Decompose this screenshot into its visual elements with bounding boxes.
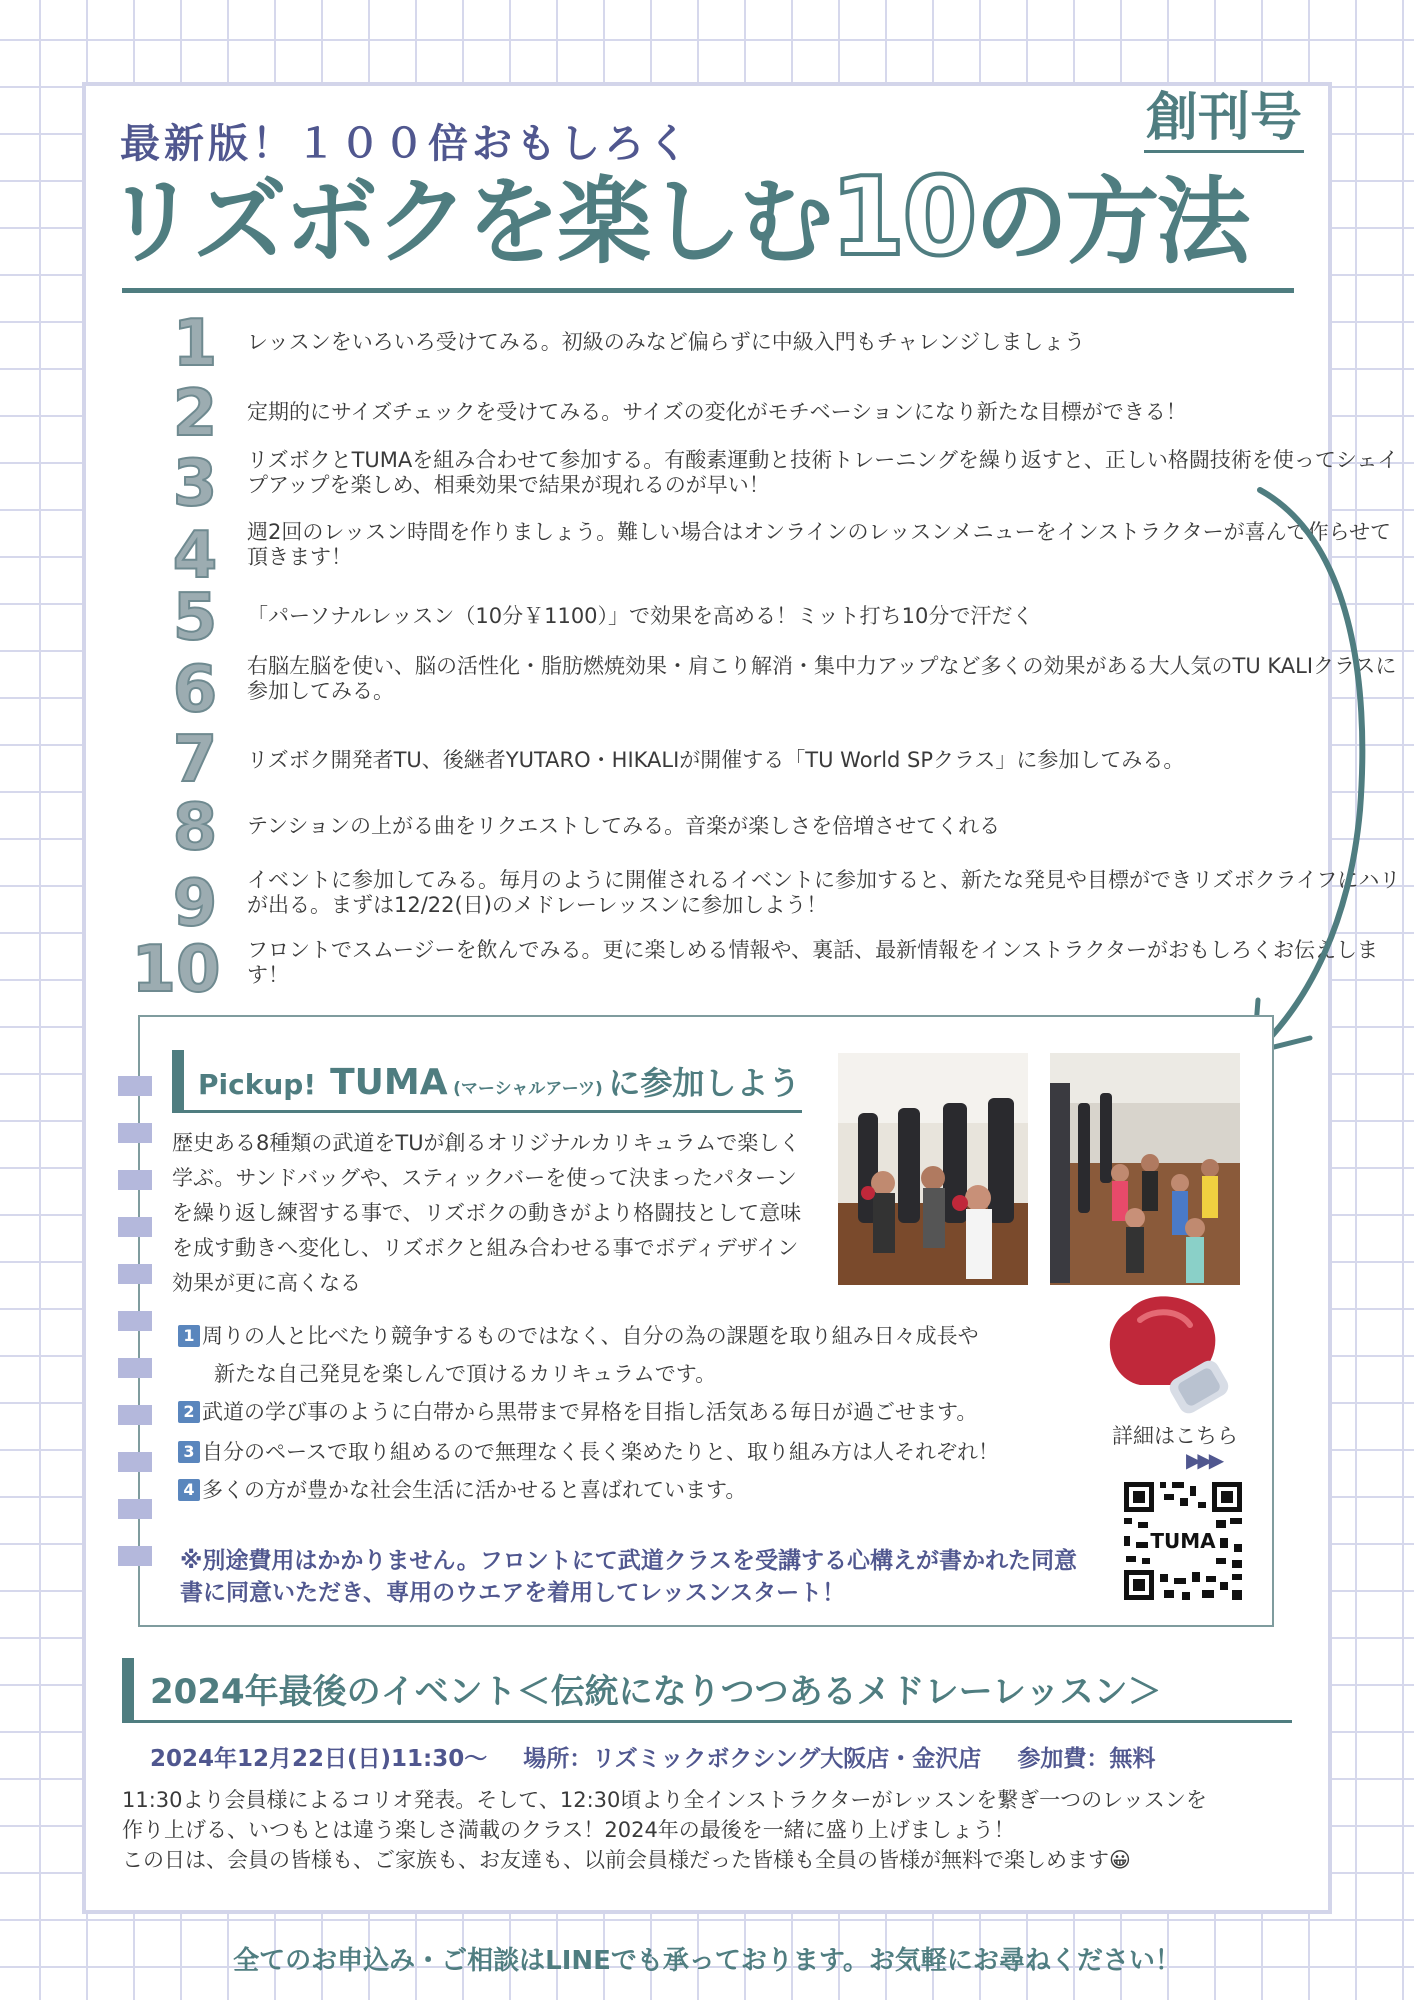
pickup-note: ※別途費用はかかりません。フロントにて武道クラスを受講する心構えが書かれた同意書に同意いただき、専用のウエアを着用してレッスンスタート！ (180, 1548, 1078, 1606)
qr-label: TUMA (1150, 1529, 1216, 1553)
main-title-before: リズボクを楽しむ (104, 168, 831, 277)
method-number: 3 (172, 447, 218, 521)
binder-ring (118, 1452, 152, 1472)
method-item (130, 307, 1290, 381)
method-item (130, 653, 1397, 727)
pre-title: 最新版！１００倍おもしろく (120, 121, 692, 167)
method-number: 1 (172, 307, 218, 381)
method-text: 「パーソナルレッスン（10分￥1100）」で効果を高める！ミット打ち10分で汗だく (247, 604, 1034, 628)
pickup-point (178, 1398, 977, 1426)
method-item (130, 377, 1290, 451)
pickup-title-suffix: に参加しよう (608, 1064, 801, 1102)
event-rule (122, 1720, 1292, 1723)
binder-ring (118, 1358, 152, 1378)
point-text: 自分のペースで取り組めるので無理なく長く楽めたりと、取り組み方は人それぞれ！ (202, 1440, 999, 1464)
method-item (130, 867, 1401, 941)
detail-label: 詳細はこちら (1112, 1424, 1238, 1448)
event-body-line: この日は、会員の皆様も、ご家族も、お友達も、以前会員様だった皆様も全員の皆様が無料で楽しめます😀 (122, 1848, 1131, 1872)
pickup-rule (172, 1110, 802, 1113)
pickup-name-sub: (マーシャルアーツ) (453, 1079, 603, 1099)
method-text: リズボクとTUMAを組み合わせて参加する。有酸素運動と技術トレーニングを繰り返すと、正しい格闘技術を使ってシェイプアップを楽しめ、相乗効果で結果が現れるのが早い！ (247, 448, 1399, 497)
binder-ring (118, 1405, 152, 1425)
pickup-point (178, 1438, 999, 1466)
point-badge: 4 (178, 1479, 200, 1501)
main-title-after: の方法 (974, 168, 1248, 277)
pickup-heading (198, 1058, 800, 1104)
method-item (130, 933, 1379, 1007)
binder-ring (118, 1076, 152, 1096)
event-body-line: 11:30より会員様によるコリオ発表。そして、12:30頃より全インストラクターがレッスンを繋ぎ一つのレッスンを (122, 1788, 1207, 1812)
event-place: 場所：リズミックボクシング大阪店・金沢店 (523, 1746, 982, 1772)
point-badge: 3 (178, 1441, 200, 1463)
method-text: テンションの上がる曲をリクエストしてみる。音楽が楽しさを倍増させてくれる (247, 814, 1001, 838)
method-text: レッスンをいろいろ受けてみる。初級のみなど偏らずに中級入門もチャレンジしましょう (247, 330, 1086, 354)
pickup-point (178, 1322, 979, 1350)
binder-ring (118, 1546, 152, 1566)
qr-code-icon[interactable] (1120, 1478, 1246, 1604)
title-rule (122, 288, 1294, 293)
method-item (130, 519, 1391, 593)
method-number: 5 (172, 581, 218, 655)
binder-ring (118, 1499, 152, 1519)
method-number: 2 (172, 377, 218, 451)
event-title: 2024年最後のイベント＜伝統になりつつあるメドレーレッスン＞ (150, 1672, 1162, 1712)
point-text: 多くの方が豊かな社会生活に活かせると喜ばれています。 (202, 1478, 747, 1502)
binder-ring (118, 1311, 152, 1331)
point-text: 武道の学び事のように白帯から黒帯まで昇格を目指し活気ある毎日が過ごせます。 (202, 1400, 978, 1424)
method-number: 6 (172, 653, 218, 727)
method-text: イベントに参加してみる。毎月のように開催されるイベントに参加すると、新たな発見や目標ができリズボクライフにハリが出る。まずは12/22(日)のメドレーレッスンに参加しよう！ (247, 868, 1401, 917)
binder-ring (118, 1123, 152, 1143)
method-item (130, 723, 1290, 797)
event-info (150, 1740, 1191, 1773)
method-number: 7 (172, 723, 218, 797)
binder-ring (118, 1264, 152, 1284)
pickup-accent-bar (172, 1050, 184, 1112)
event-body (122, 1785, 1302, 1875)
pickup-point (178, 1476, 746, 1504)
event-fee: 参加費：無料 (1017, 1746, 1156, 1772)
point-badge: 2 (178, 1401, 200, 1423)
method-text: フロントでスムージーを飲んでみる。更に楽しめる情報や、裏話、最新情報をインストラクターがおもしろくお伝えします！ (247, 938, 1379, 987)
method-item (130, 447, 1399, 521)
event-body-line: 作り上げる、いつもとは違う楽しさ満載のクラス！2024年の最後を一緒に盛り上げましょう！ (122, 1818, 1015, 1842)
pickup-label: Pickup! (198, 1068, 317, 1101)
method-text: 定期的にサイズチェックを受けてみる。サイズの変化がモチベーションになり新たな目標ができる！ (247, 400, 1187, 424)
method-text: リズボク開発者TU、後継者YUTARO・HIKALIが開催する「TU World SPクラス」に参加してみる。 (247, 748, 1185, 772)
footer-line-contact[interactable]: 全てのお申込み・ご相談はLINEでも承っております。お気軽にお尋ねください！ (233, 1946, 1181, 1976)
binder-ring (118, 1217, 152, 1237)
method-number: 10 (131, 933, 221, 1007)
event-date: 2024年12月22日(日)11:30〜 (150, 1746, 488, 1772)
method-item (130, 791, 1290, 865)
gym-photo (838, 1053, 1028, 1285)
boxing-glove-icon (1100, 1290, 1240, 1420)
event-accent-bar (122, 1658, 134, 1720)
main-title-number: 10 (830, 155, 975, 280)
pickup-description: 歴史ある8種類の武道をTUが創るオリジナルカリキュラムで楽しく学ぶ。サンドバッグや、スティックバーを使って決まったパターンを繰り返し練習する事で、リズボクの動きがより格闘技として意味を成す動きへ変化し、リズボクと組み合わせる事でボディデザイン効果が更に高くなる (172, 1131, 802, 1295)
pickup-name: TUMA (330, 1062, 448, 1103)
method-text: 週2回のレッスン時間を作りましょう。難しい場合はオンラインのレッスンメニューをインストラクターが喜んで作らせて頂きます！ (247, 520, 1391, 569)
method-text: 右脳左脳を使い、脳の活性化・脂肪燃焼効果・肩こり解消・集中力アップなど多くの効果がある大人気のTU KALIクラスに参加してみる。 (247, 654, 1397, 703)
detail-arrows: ▶▶▶ (1186, 1448, 1221, 1472)
method-item (130, 581, 1290, 655)
method-number: 9 (172, 867, 218, 941)
method-number: 8 (172, 791, 218, 865)
binder-ring (118, 1170, 152, 1190)
method-number: 4 (172, 519, 218, 593)
pickup-point (214, 1360, 716, 1388)
issue-label: 創刊号 (1144, 86, 1304, 153)
point-badge: 1 (178, 1325, 200, 1347)
point-text: 周りの人と比べたり競争するものではなく、自分の為の課題を取り組み日々成長や (202, 1324, 979, 1348)
point-text: 新たな自己発見を楽しんで頂けるカリキュラムです。 (214, 1362, 717, 1386)
curved-arrow-icon (1240, 480, 1390, 1060)
main-title (104, 155, 1334, 283)
gym-photo (1050, 1053, 1240, 1285)
